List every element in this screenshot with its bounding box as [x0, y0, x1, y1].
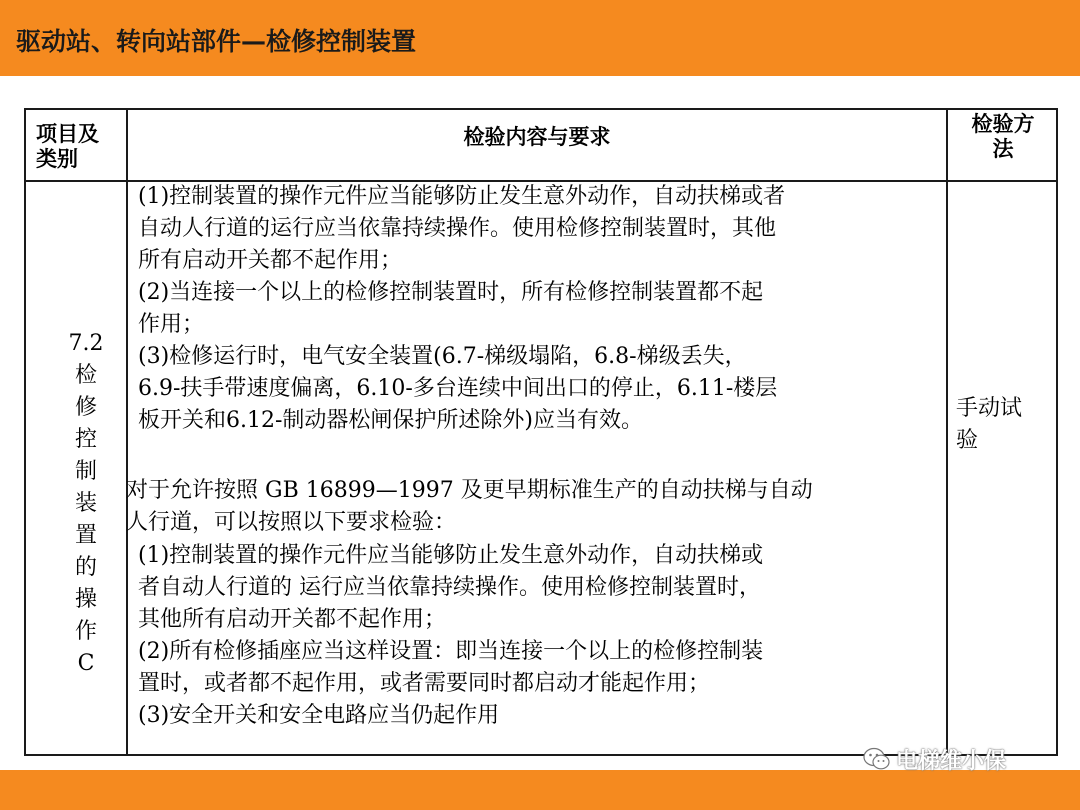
category-char: 制 — [74, 459, 97, 484]
category-char: 操 — [74, 587, 97, 612]
column-divider — [126, 110, 128, 754]
content-line: 自动人行道的运行应当依靠持续操作。使用检修控制装置时，其他 — [138, 216, 777, 241]
header-content: 检验内容与要求 — [463, 125, 611, 149]
category-char: 控 — [74, 427, 97, 452]
content-line: 者自动人行道的 运行应当依靠持续操作。使用检修控制装置时， — [138, 575, 761, 600]
content-line: (3)检修运行时，电气安全装置(6.7-梯级塌陷，6.8-梯级丢失， — [138, 344, 747, 369]
content-line: (1)控制装置的操作元件应当能够防止发生意外动作，自动扶梯或 — [138, 543, 764, 568]
content-line: 板开关和6.12-制动器松闸保护所述除外)应当有效。 — [138, 408, 644, 433]
header-category-line: 项目及 — [36, 122, 99, 146]
header-method-line: 检验方 — [971, 112, 1035, 136]
method-line: 验 — [956, 428, 979, 453]
header-category-line: 类别 — [36, 147, 78, 171]
content-line: 置时，或者都不起作用，或者需要同时都启动才能起作用； — [138, 671, 711, 696]
category-char: 的 — [74, 555, 97, 580]
category-char: 置 — [74, 523, 97, 548]
content-line: 所有启动开关都不起作用； — [138, 248, 403, 273]
content-line: 人行道，可以按照以下要求检验： — [126, 510, 457, 535]
header-method-line: 法 — [992, 137, 1014, 161]
watermark-text: 电梯维小保 — [896, 749, 1007, 774]
content-line: (3)安全开关和安全电路应当仍起作用 — [138, 703, 500, 728]
content-line: (2)所有检修插座应当这样设置：即当连接一个以上的检修控制装 — [138, 639, 764, 664]
content-block-requirements — [138, 181, 785, 437]
header-category — [36, 122, 99, 172]
method-cell — [956, 393, 1022, 457]
category-char: 7.2 — [68, 331, 104, 356]
watermark — [862, 744, 1006, 778]
inspection-table — [24, 108, 1058, 756]
category-char: 检 — [74, 363, 97, 388]
slide-title: 驱动站、转向站部件—检修控制装置 — [16, 27, 417, 56]
content-line: 对于允许按照 GB 16899—1997 及更早期标准生产的自动扶梯与自动 — [126, 478, 813, 503]
title-bar — [0, 0, 1080, 76]
column-divider — [946, 110, 948, 754]
category-char: 修 — [74, 395, 97, 420]
content-line: (2)当连接一个以上的检修控制装置时，所有检修控制装置都不起 — [138, 280, 764, 305]
content-block-legacy-note — [126, 475, 813, 539]
content-line: 作用； — [138, 312, 205, 337]
method-line: 手动试 — [956, 396, 1023, 421]
content-line: 其他所有启动开关都不起作用； — [138, 607, 447, 632]
category-char: 装 — [74, 491, 97, 516]
content-line: 6.9-扶手带速度偏离，6.10-多台连续中间出口的停止，6.11-楼层 — [138, 376, 778, 401]
content-line: (1)控制装置的操作元件应当能够防止发生意外动作，自动扶梯或者 — [138, 184, 786, 209]
header-method — [948, 112, 1058, 162]
category-cell — [46, 328, 126, 680]
content-block-legacy-requirements — [138, 540, 763, 732]
category-char: C — [77, 651, 95, 676]
wechat-icon — [862, 746, 892, 778]
category-char: 作 — [74, 619, 97, 644]
